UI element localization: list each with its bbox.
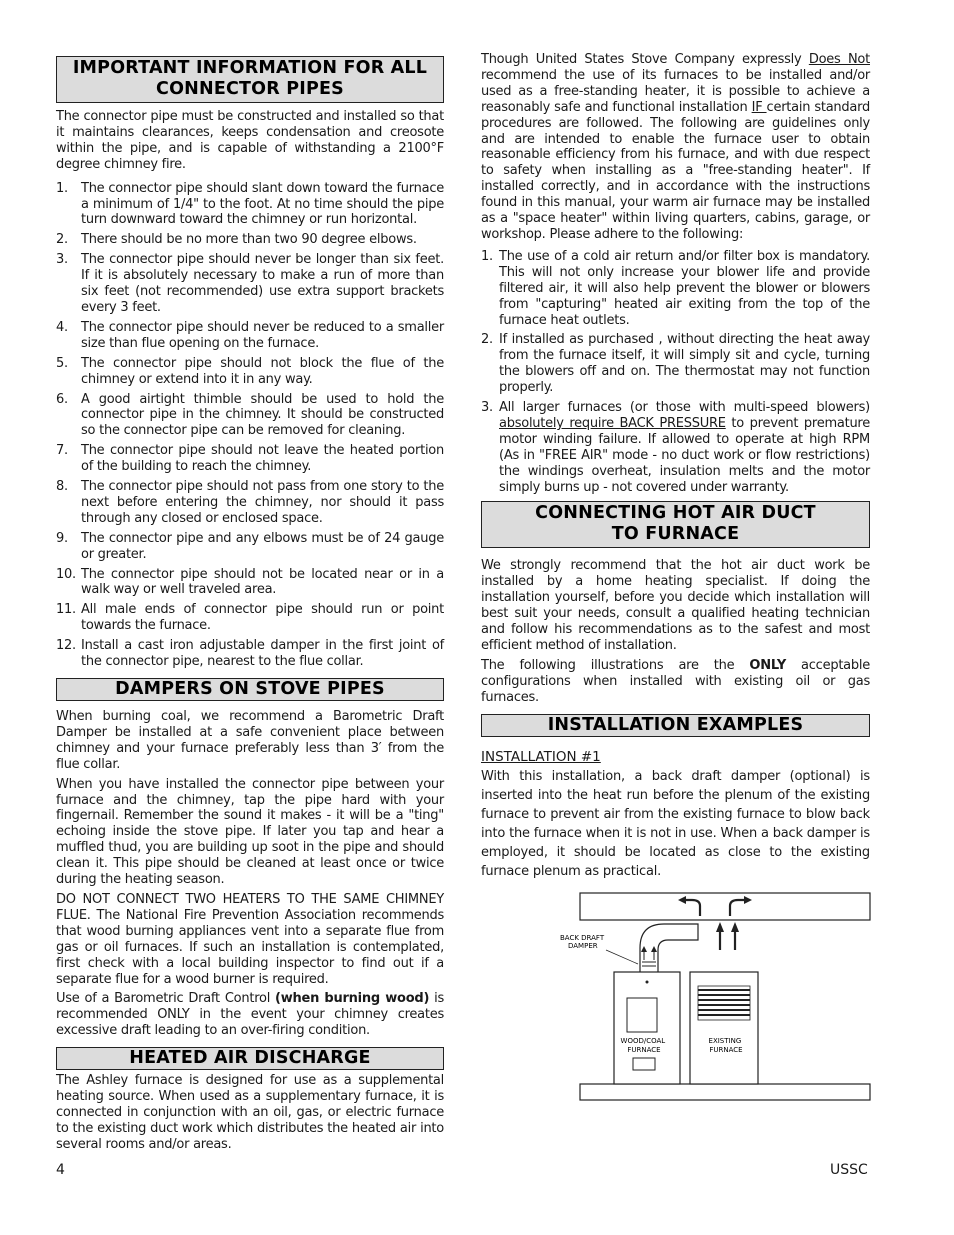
duct-paragraph-2 xyxy=(481,658,870,706)
label-line: WOOD/COAL xyxy=(620,1037,666,1045)
text-underline: IF xyxy=(751,99,767,115)
list-item xyxy=(56,320,444,352)
wood-coal-furnace-label xyxy=(621,1037,668,1054)
list-item xyxy=(56,443,444,475)
item-text: A good airtight thimble should be used to hold the connector pipe in the chimney. It should be constructed so the connector pipe can be removed for cleaning. xyxy=(81,391,444,439)
header-line: TO FURNACE xyxy=(611,524,740,545)
back-draft-damper-label xyxy=(560,934,606,950)
item-text: The connector pipe should not pass from one story to the next before entering the chimney, nor should it pass through any closed or enclosed space. xyxy=(81,479,444,526)
list-item xyxy=(56,479,444,527)
item-number: 11. xyxy=(56,602,76,618)
hot-air-plenum xyxy=(580,893,870,920)
dampers-paragraph-3: DO NOT CONNECT TWO HEATERS TO THE SAME CHIMNEY FLUE. The National Fire Prevention Association recommends that wood burning appliances vent into a separate flue from gas or oil furnaces. If such an installation is contemplated, first check with a local building inspector to find out if a separate flue for a wood burner is required. xyxy=(56,891,444,987)
header-line: IMPORTANT INFORMATION FOR ALL xyxy=(72,58,428,78)
list-item xyxy=(56,232,444,248)
item-text: All male ends of connector pipe should run or point towards the furnace. xyxy=(81,602,444,634)
item-number: 10. xyxy=(56,566,76,582)
item-number: 2. xyxy=(481,332,493,348)
item-text: If installed as purchased , without directing the heat away from the furnace itself, it will simply sit and cycle, turning the blowers off and on. The thermostat may not function properly. xyxy=(499,332,870,396)
right-column xyxy=(481,52,870,885)
list-item xyxy=(56,392,444,440)
furnace-door xyxy=(627,998,657,1032)
item-number: 9. xyxy=(56,530,68,546)
connecting-duct xyxy=(640,924,698,972)
section-header-dampers xyxy=(56,678,444,701)
list-item xyxy=(56,252,444,316)
item-text: There should be no more than two 90 degree elbows. xyxy=(81,232,417,248)
item-number: 1. xyxy=(481,248,493,264)
text-run: Use of a Barometric Draft Control xyxy=(56,991,276,1007)
heated-air-paragraph: The Ashley furnace is designed for use as a supplemental heating source. When used as a supplementary furnace, it is connected in conjunction with an oil, gas, or electric furnace to the existing duct work which distributes the heated air into several rooms and/or areas. xyxy=(56,1073,444,1152)
text-run: The following illustrations are the xyxy=(481,657,750,673)
installation-diagram xyxy=(560,888,870,1116)
footer-brand: USSC xyxy=(830,1162,868,1178)
label-line: FURNACE xyxy=(709,1046,743,1054)
item-number: 5. xyxy=(56,355,68,371)
arrow-icon xyxy=(716,922,724,932)
label-line: DAMPER xyxy=(568,942,598,950)
list-item xyxy=(56,531,444,563)
vent-grille xyxy=(698,986,750,1020)
header-line: DAMPERS ON STOVE PIPES xyxy=(115,679,385,699)
dampers-paragraph-2: When you have installed the connector pipe between your furnace and the chimney, tap the pipe hard with your fingernail. Remember the sound it makes - it will be a "ting" echoing inside the stove pipe. If later you tap and hear a muffled thud, you are building up soot in the pipe and should clean it. This pipe should be cleaned at least once or twice during the heating season. xyxy=(56,776,444,888)
item-number: 3. xyxy=(56,252,68,268)
left-column xyxy=(56,52,444,1157)
text-run: recommend the use of its furnaces to be installed and/or used as a free-standing heater, it is possible to achieve a reasonably safe and functional installation xyxy=(481,67,870,115)
item-text: Install a cast iron adjustable damper in the first joint of the connector pipe, nearest to the flue collar. xyxy=(81,638,444,670)
section-header-installation-examples xyxy=(481,714,870,737)
text-run: is recommended ONLY in the event your chimney creates excessive draft leading to an over-firing condition. xyxy=(56,991,444,1039)
header-line: INSTALLATION EXAMPLES xyxy=(547,714,804,735)
freestanding-intro xyxy=(481,52,870,243)
connector-intro: The connector pipe must be constructed and installed so that it maintains clearances, keeps condensation and creosote within the pipe, and is capable of withstanding a 2100°F degree chimney fire. xyxy=(56,109,444,172)
item-number: 7. xyxy=(56,443,68,459)
floor-slab xyxy=(580,1084,870,1100)
header-line: CONNECTING HOT AIR DUCT xyxy=(535,503,816,524)
item-number: 8. xyxy=(56,479,68,495)
section-header-heated-air xyxy=(56,1047,444,1070)
label-line: FURNACE xyxy=(627,1046,661,1054)
text-run: certain standard procedures are followed. The following are guidelines only and are intended to enable the furnace user to obtain reasonable efficiency from his furnace, and with due respect to safety when installing as a "free-standing heater". If installed correctly, and in accordance with the instructions found in this manual, your warm air furnace may be installed as a "space heater" within living quarters, cabins, garage, or workshop. Please adhere to the following: xyxy=(481,99,870,242)
damper-leader xyxy=(606,950,638,964)
list-item xyxy=(481,249,870,329)
item-number: 3. xyxy=(481,400,493,416)
item-number: 4. xyxy=(56,319,68,335)
installation-1-title: INSTALLATION #1 xyxy=(481,748,601,765)
installation-1-text: With this installation, a back draft damper (optional) is inserted into the heat run before the plenum of the existing furnace to prevent air from the existing furnace to blow back into the furnace when it is not in use. When a back damper is employed, it should be located as close to the existing furnace plenum as practical. xyxy=(481,768,870,879)
text-underline: absolutely require BACK PRESSURE xyxy=(499,415,726,431)
existing-furnace-label xyxy=(709,1037,744,1054)
item-text: The connector pipe should never be longer than six feet. If it is absolutely necessary to make a run of more than six feet (not recommended) use extra support brackets every 3 feet. xyxy=(81,252,444,315)
indicator-dot xyxy=(646,981,649,984)
arrow-icon xyxy=(731,922,739,932)
header-line: CONNECTOR PIPES xyxy=(156,79,344,99)
section-header-connector-pipes xyxy=(56,56,444,103)
item-text: All larger furnaces (or those with multi-speed blowers) xyxy=(499,400,870,416)
ash-door xyxy=(633,1058,655,1070)
list-item xyxy=(481,332,870,396)
item-text: The connector pipe should not block the flue of the chimney or extend into it in any way. xyxy=(81,355,444,387)
item-text: The connector pipe should slant down toward the furnace a minimum of 1/4" to the foot. At no time should the pipe turn downward toward the chimney or run horizontal. xyxy=(81,180,444,228)
item-text: The use of a cold air return and/or filter box is mandatory. This will not only increase your blower life and provide filtered air, it will also help prevent the blower or blowers from "capturing" heated air exiting from the top of the furnace heat outlets. xyxy=(499,248,870,328)
item-number: 2. xyxy=(56,232,68,248)
dampers-paragraph-1: When burning coal, we recommend a Barometric Draft Damper be installed at a safe convenient place between chimney and your furnace preferably less than 3′ from the flue collar. xyxy=(56,709,444,772)
text-bold: (when burning wood) xyxy=(275,991,430,1007)
page-number: 4 xyxy=(56,1162,65,1178)
label-line: EXISTING xyxy=(708,1037,742,1045)
dampers-paragraph-4 xyxy=(56,991,444,1039)
connector-rules-list xyxy=(56,181,444,670)
list-item xyxy=(56,567,444,599)
list-item xyxy=(56,181,444,229)
duct-paragraph-1: We strongly recommend that the hot air duct work be installed by a home heating specialist. If doing the installation yourself, before you decide which installation will best suit your needs, consult a qualified heating technician and follow his recommendations as to the safest and most efficient method of installation. xyxy=(481,558,870,653)
list-item xyxy=(481,400,870,495)
label-line: BACK DRAFT xyxy=(560,934,605,942)
list-item xyxy=(56,638,444,670)
item-number: 12. xyxy=(56,638,76,654)
list-item xyxy=(56,356,444,388)
freestanding-rules-list xyxy=(481,249,870,496)
item-text: The connector pipe and any elbows must be of 24 gauge or greater. xyxy=(81,530,444,562)
item-text: The connector pipe should not be located near or in a walk way or well traveled area. xyxy=(81,566,444,598)
text-run: acceptable configurations when installed with existing oil or gas furnaces. xyxy=(481,657,870,705)
item-text: The connector pipe should not leave the heated portion of the building to reach the chimney. xyxy=(81,443,444,475)
section-header-hot-air-duct xyxy=(481,501,870,548)
list-item xyxy=(56,602,444,634)
text-run: Though United States Stove Company expressly xyxy=(481,52,809,67)
item-text: to prevent premature motor winding failure. If allowed to operate at high RPM (As in "FREE AIR" mode - no duct work or flow restrictions) the windings overheat, insulation melts and the motor simply burns up - not covered under warranty. xyxy=(499,415,870,495)
item-number: 6. xyxy=(56,391,68,407)
text-underline: Does Not xyxy=(808,52,870,67)
text-bold: ONLY xyxy=(749,657,787,673)
item-number: 1. xyxy=(56,180,68,196)
header-line: HEATED AIR DISCHARGE xyxy=(129,1048,371,1069)
item-text: The connector pipe should never be reduced to a smaller size than flue opening on the furnace. xyxy=(81,319,444,351)
